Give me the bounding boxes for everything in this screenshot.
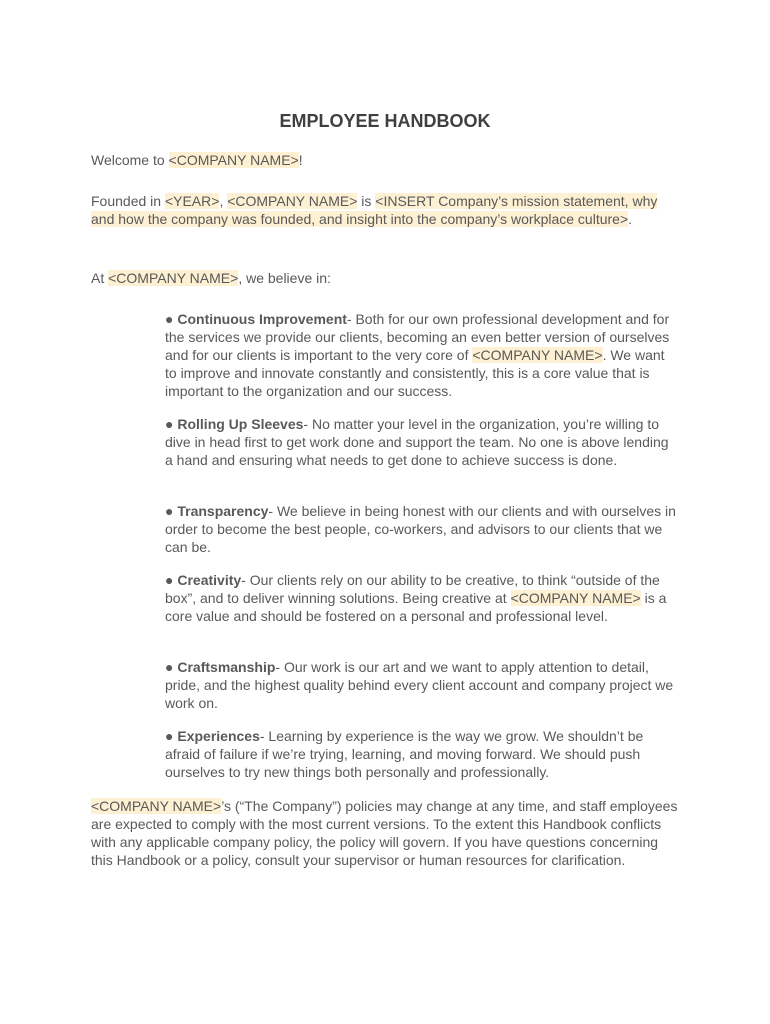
value-text: - Our clients rely on our ability to be creative, to think “outside of the box”, and to deliver winning solutions. Being creative at	[165, 572, 660, 606]
company-placeholder: <COMPANY NAME>	[510, 590, 641, 606]
year-placeholder: <YEAR>	[164, 193, 220, 209]
bullet-icon: ●	[165, 572, 174, 588]
founded-text: Founded in	[91, 193, 165, 209]
value-item	[165, 310, 680, 400]
welcome-line	[91, 151, 691, 169]
believe-text: At	[91, 270, 109, 286]
founded-paragraph	[91, 192, 681, 228]
value-text: - Our work is our art and we want to apply attention to detail, pride, and the highest quality behind every client account and company project we work on.	[165, 659, 674, 711]
believe-line	[91, 269, 691, 287]
bullet-icon: ●	[165, 416, 174, 432]
company-placeholder: <COMPANY NAME>	[227, 193, 358, 209]
value-text: - Learning by experience is the way we grow. We shouldn’t be afraid of failure if we’re trying, learning, and moving forward. We should push ourselves to try new things both personally and professionally.	[165, 728, 644, 780]
bullet-icon: ●	[165, 659, 174, 675]
believe-end: , we believe in:	[238, 270, 331, 286]
policy-paragraph	[91, 797, 683, 869]
welcome-end: !	[298, 152, 303, 168]
value-item	[165, 727, 680, 781]
value-text: - We believe in being honest with our clients and with ourselves in order to become the best people, co-workers, and advisors to our clients that we can be.	[165, 503, 676, 555]
company-placeholder: <COMPANY NAME>	[472, 347, 603, 363]
bullet-icon: ●	[165, 503, 174, 519]
value-title: Continuous Improvement	[177, 311, 347, 327]
welcome-text: Welcome to	[91, 152, 169, 168]
value-text-end: is a core value and should be fostered on a personal and professional level.	[165, 590, 667, 624]
founded-is: is	[357, 193, 376, 209]
value-item	[165, 415, 680, 469]
value-item	[165, 571, 680, 625]
page-title: EMPLOYEE HANDBOOK	[279, 111, 491, 131]
bullet-icon: ●	[165, 728, 174, 744]
value-title: Craftsmanship	[177, 659, 276, 675]
value-text-end: . We want to improve and innovate constantly and consistently, this is a core value that is important to the organization and our success.	[165, 347, 665, 399]
value-text: - No matter your level in the organization, you’re willing to dive in head first to get work done and support the team. No one is above lending a hand and ensuring what needs to get done to achieve success is done.	[165, 416, 669, 468]
value-title: Creativity	[177, 572, 242, 588]
company-placeholder: <COMPANY NAME>	[91, 798, 222, 814]
value-item	[165, 502, 680, 556]
founded-sep: ,	[219, 193, 228, 209]
mission-placeholder: <INSERT Company’s mission statement, why and how the company was founded, and insight into the company’s workplace culture>	[91, 193, 658, 227]
value-item	[165, 658, 680, 712]
founded-end: .	[628, 211, 633, 227]
policy-text: ’s (“The Company”) policies may change at any time, and staff employees are expected to comply with the most current versions. To the extent this Handbook conflicts with any applicable company policy, the policy will govern. If you have questions concerning this Handbook or a policy, consult your supervisor or human resources for clarification.	[91, 798, 678, 868]
value-title: Experiences	[177, 728, 260, 744]
company-placeholder: <COMPANY NAME>	[108, 270, 239, 286]
value-title: Transparency	[177, 503, 269, 519]
bullet-icon: ●	[165, 311, 174, 327]
value-title: Rolling Up Sleeves	[177, 416, 304, 432]
company-placeholder: <COMPANY NAME>	[168, 152, 299, 168]
value-text: - Both for our own professional development and for the services we provide our clients, becoming an even better version of ourselves and for our clients is important to the very core of	[165, 311, 670, 363]
